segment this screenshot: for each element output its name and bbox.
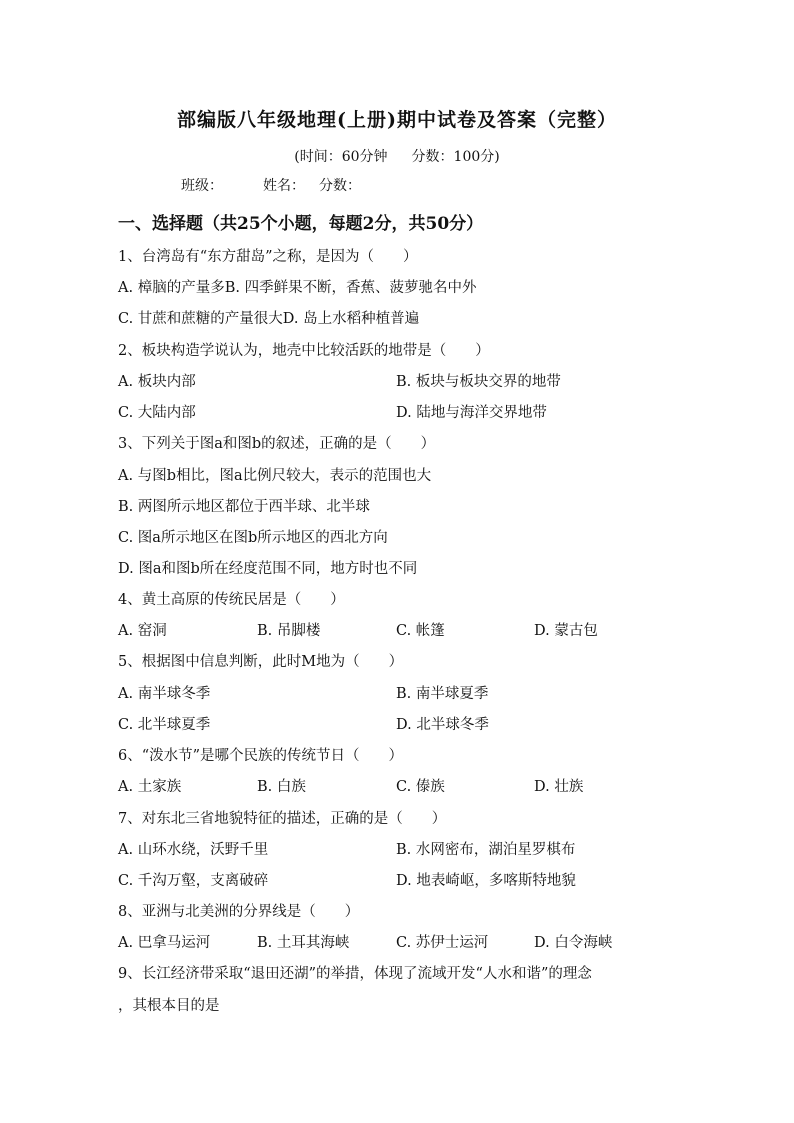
section-title: 一、选择题（共25个小题，每题2分，共50分） bbox=[118, 214, 484, 234]
exam-total-score: 分数：100分) bbox=[411, 149, 500, 165]
question-6-option-c: C. 傣族 bbox=[396, 779, 445, 795]
question-7-options-row-1 bbox=[118, 839, 678, 861]
exam-meta bbox=[0, 146, 794, 166]
page-title: 部编版八年级地理(上册)期中试卷及答案（完整） bbox=[177, 109, 617, 131]
exam-time: (时间：60分钟 bbox=[294, 149, 388, 165]
question-5-option-b: B. 南半球夏季 bbox=[396, 686, 489, 702]
question-1-options-line-1: A. 樟脑的产量多B. 四季鲜果不断，香蕉、菠萝驰名中外 bbox=[118, 280, 477, 296]
name-label: 姓名： bbox=[263, 178, 305, 194]
question-8-option-d: D. 白令海峡 bbox=[534, 935, 613, 951]
question-7-option-b: B. 水网密布，湖泊星罗棋布 bbox=[396, 842, 576, 858]
question-5-options-row-1 bbox=[118, 683, 678, 705]
question-2-option-d: D. 陆地与海洋交界地带 bbox=[396, 405, 547, 421]
question-3-option-c: C. 图a所示地区在图b所示地区的西北方向 bbox=[118, 530, 388, 546]
question-6-option-a: A. 土家族 bbox=[118, 779, 182, 795]
question-2-stem: 2、板块构造学说认为，地壳中比较活跃的地带是（ ） bbox=[118, 343, 490, 359]
question-5-stem: 5、根据图中信息判断，此时M地为（ ） bbox=[118, 654, 404, 670]
question-4-option-d: D. 蒙古包 bbox=[534, 623, 598, 639]
question-5-option-d: D. 北半球冬季 bbox=[396, 717, 489, 733]
question-8-options bbox=[118, 932, 678, 954]
question-3-stem: 3、下列关于图a和图b的叙述，正确的是（ ） bbox=[118, 436, 436, 452]
question-8-stem: 8、亚洲与北美洲的分界线是（ ） bbox=[118, 904, 360, 920]
question-5-option-c: C. 北半球夏季 bbox=[118, 717, 211, 733]
question-3-option-b: B. 两图所示地区都位于西半球、北半球 bbox=[118, 499, 370, 515]
question-7-options-row-2 bbox=[118, 870, 678, 892]
question-5-options-row-2 bbox=[118, 714, 678, 736]
question-4-option-c: C. 帐篷 bbox=[396, 623, 445, 639]
question-2-option-a: A. 板块内部 bbox=[118, 374, 196, 390]
question-4-option-b: B. 吊脚楼 bbox=[257, 623, 321, 639]
question-7-stem: 7、对东北三省地貌特征的描述，正确的是（ ） bbox=[118, 811, 447, 827]
question-4-stem: 4、黄土高原的传统民居是（ ） bbox=[118, 592, 345, 608]
question-5-option-a: A. 南半球冬季 bbox=[118, 686, 211, 702]
question-8-option-b: B. 土耳其海峡 bbox=[257, 935, 350, 951]
question-2-option-b: B. 板块与板块交界的地带 bbox=[396, 374, 561, 390]
question-4-options bbox=[118, 620, 678, 642]
question-8-option-c: C. 苏伊士运河 bbox=[396, 935, 489, 951]
question-6-stem: 6、“泼水节”是哪个民族的传统节日（ ） bbox=[118, 748, 404, 764]
score-label: 分数： bbox=[319, 178, 361, 194]
student-info bbox=[181, 175, 361, 195]
question-9-stem: 9、长江经济带采取“退田还湖”的举措，体现了流域开发“人水和谐”的理念 bbox=[118, 966, 592, 982]
question-7-option-a: A. 山环水绕，沃野千里 bbox=[118, 842, 269, 858]
question-2-options-row-1 bbox=[118, 371, 678, 393]
question-3-option-a: A. 与图b相比，图a比例尺较大，表示的范围也大 bbox=[118, 468, 432, 484]
question-2-option-c: C. 大陆内部 bbox=[118, 405, 196, 421]
question-4-option-a: A. 窑洞 bbox=[118, 623, 167, 639]
question-6-options bbox=[118, 776, 678, 798]
question-1-stem: 1、台湾岛有“东方甜岛”之称，是因为（ ） bbox=[118, 249, 418, 265]
question-1-options-line-2: C. 甘蔗和蔗糖的产量很大D. 岛上水稻种植普遍 bbox=[118, 311, 420, 327]
question-6-option-d: D. 壮族 bbox=[534, 779, 584, 795]
question-9-stem-continued: ，其根本目的是 bbox=[118, 998, 220, 1014]
class-label: 班级： bbox=[181, 178, 223, 194]
question-8-option-a: A. 巴拿马运河 bbox=[118, 935, 211, 951]
question-7-option-c: C. 千沟万壑，支离破碎 bbox=[118, 873, 269, 889]
question-2-options-row-2 bbox=[118, 402, 678, 424]
question-6-option-b: B. 白族 bbox=[257, 779, 306, 795]
question-7-option-d: D. 地表崎岖，多喀斯特地貌 bbox=[396, 873, 576, 889]
question-3-option-d: D. 图a和图b所在经度范围不同，地方时也不同 bbox=[118, 561, 418, 577]
